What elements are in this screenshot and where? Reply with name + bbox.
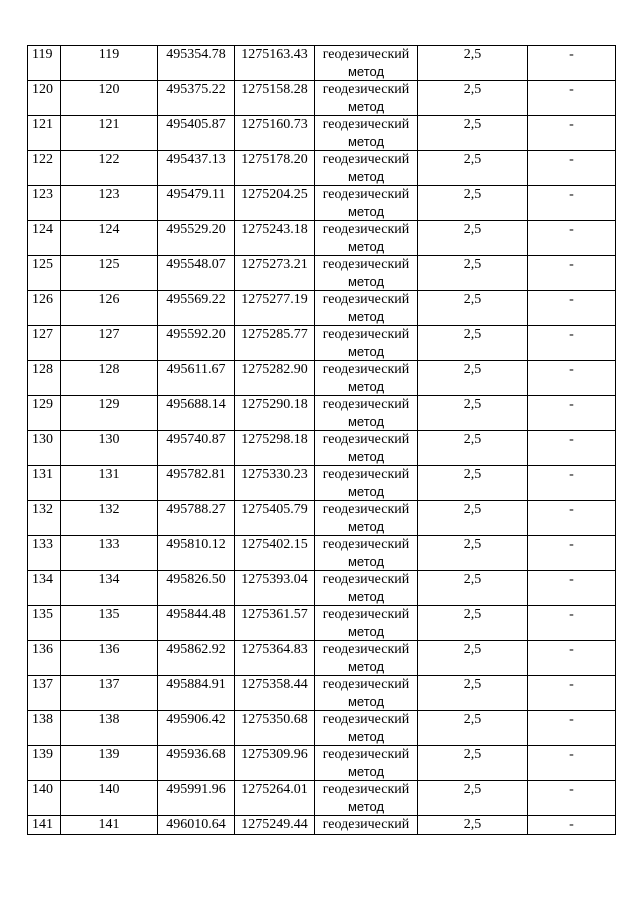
- cell-method: [315, 606, 418, 641]
- cell-method: [315, 466, 418, 501]
- cell-coordinate-y: 1275358.44: [235, 676, 315, 711]
- method-line-2: метод: [347, 764, 385, 779]
- cell-accuracy: 2,5: [418, 221, 528, 256]
- table-row: [28, 256, 616, 291]
- method-line-2: метод: [347, 729, 385, 744]
- method-line-2: метод: [347, 379, 385, 394]
- cell-accuracy: 2,5: [418, 816, 528, 835]
- cell-coordinate-y: 1275160.73: [235, 116, 315, 151]
- cell-row-number: 121: [28, 116, 61, 151]
- cell-accuracy: 2,5: [418, 676, 528, 711]
- cell-coordinate-x: 495405.87: [158, 116, 235, 151]
- cell-coordinate-x: 495782.81: [158, 466, 235, 501]
- table-row: [28, 116, 616, 151]
- cell-accuracy: 2,5: [418, 361, 528, 396]
- cell-note: -: [528, 81, 616, 116]
- cell-note: -: [528, 571, 616, 606]
- cell-point-id: 133: [61, 536, 158, 571]
- cell-note: -: [528, 361, 616, 396]
- cell-point-id: 141: [61, 816, 158, 835]
- cell-note: -: [528, 641, 616, 676]
- cell-accuracy: 2,5: [418, 431, 528, 466]
- method-line-1: геодезический: [322, 712, 410, 727]
- cell-point-id: 132: [61, 501, 158, 536]
- method-line-2: метод: [347, 309, 385, 324]
- cell-note: -: [528, 116, 616, 151]
- method-line-1: геодезический: [322, 502, 410, 517]
- cell-coordinate-x: 495788.27: [158, 501, 235, 536]
- method-line-2: метод: [347, 449, 385, 464]
- table-row: [28, 46, 616, 81]
- cell-row-number: 125: [28, 256, 61, 291]
- cell-method: [315, 221, 418, 256]
- table-row: [28, 326, 616, 361]
- cell-coordinate-x: 495548.07: [158, 256, 235, 291]
- cell-coordinate-x: 495354.78: [158, 46, 235, 81]
- cell-point-id: 137: [61, 676, 158, 711]
- cell-note: -: [528, 46, 616, 81]
- cell-note: -: [528, 396, 616, 431]
- method-line-1: геодезический: [322, 152, 410, 167]
- cell-row-number: 134: [28, 571, 61, 606]
- cell-row-number: 140: [28, 781, 61, 816]
- cell-row-number: 126: [28, 291, 61, 326]
- cell-method: [315, 46, 418, 81]
- cell-accuracy: 2,5: [418, 256, 528, 291]
- cell-note: -: [528, 291, 616, 326]
- method-line-1: геодезический: [322, 782, 410, 797]
- cell-row-number: 124: [28, 221, 61, 256]
- cell-row-number: 138: [28, 711, 61, 746]
- cell-method: [315, 151, 418, 186]
- cell-point-id: 134: [61, 571, 158, 606]
- table-row: [28, 396, 616, 431]
- method-line-2: метод: [347, 554, 385, 569]
- cell-coordinate-y: 1275249.44: [235, 816, 315, 835]
- cell-coordinate-y: 1275364.83: [235, 641, 315, 676]
- table-row: [28, 536, 616, 571]
- cell-method: [315, 501, 418, 536]
- cell-note: -: [528, 711, 616, 746]
- cell-row-number: 137: [28, 676, 61, 711]
- method-line-2: метод: [347, 484, 385, 499]
- cell-row-number: 139: [28, 746, 61, 781]
- cell-coordinate-y: 1275285.77: [235, 326, 315, 361]
- cell-coordinate-y: 1275273.21: [235, 256, 315, 291]
- cell-coordinate-y: 1275163.43: [235, 46, 315, 81]
- cell-coordinate-y: 1275243.18: [235, 221, 315, 256]
- method-line-1: геодезический: [322, 362, 410, 377]
- cell-method: [315, 676, 418, 711]
- cell-coordinate-x: 495810.12: [158, 536, 235, 571]
- method-line-2: метод: [347, 99, 385, 114]
- cell-coordinate-x: 495936.68: [158, 746, 235, 781]
- method-line-2: метод: [347, 134, 385, 149]
- cell-row-number: 135: [28, 606, 61, 641]
- cell-accuracy: 2,5: [418, 641, 528, 676]
- method-line-1: геодезический: [322, 747, 410, 762]
- table-row: [28, 431, 616, 466]
- cell-point-id: 129: [61, 396, 158, 431]
- cell-point-id: 135: [61, 606, 158, 641]
- method-line-1: геодезический: [322, 257, 410, 272]
- cell-note: -: [528, 431, 616, 466]
- cell-row-number: 131: [28, 466, 61, 501]
- method-line-2: метод: [347, 169, 385, 184]
- cell-coordinate-y: 1275361.57: [235, 606, 315, 641]
- cell-accuracy: 2,5: [418, 466, 528, 501]
- method-line-2: метод: [347, 624, 385, 639]
- cell-method: [315, 816, 418, 835]
- cell-note: -: [528, 606, 616, 641]
- cell-accuracy: 2,5: [418, 711, 528, 746]
- method-line-1: геодезический: [322, 82, 410, 97]
- method-line-1: геодезический: [322, 117, 410, 132]
- cell-point-id: 122: [61, 151, 158, 186]
- cell-row-number: 133: [28, 536, 61, 571]
- cell-method: [315, 431, 418, 466]
- cell-coordinate-y: 1275350.68: [235, 711, 315, 746]
- cell-row-number: 127: [28, 326, 61, 361]
- method-line-1: геодезический: [322, 677, 410, 692]
- method-line-1: геодезический: [322, 467, 410, 482]
- cell-coordinate-y: 1275298.18: [235, 431, 315, 466]
- coordinates-table-body: [28, 46, 616, 835]
- cell-accuracy: 2,5: [418, 606, 528, 641]
- cell-accuracy: 2,5: [418, 746, 528, 781]
- cell-coordinate-y: 1275264.01: [235, 781, 315, 816]
- cell-coordinate-x: 495529.20: [158, 221, 235, 256]
- cell-note: -: [528, 221, 616, 256]
- cell-method: [315, 361, 418, 396]
- cell-coordinate-y: 1275405.79: [235, 501, 315, 536]
- cell-point-id: 139: [61, 746, 158, 781]
- cell-note: -: [528, 256, 616, 291]
- cell-method: [315, 186, 418, 221]
- cell-method: [315, 711, 418, 746]
- cell-method: [315, 291, 418, 326]
- cell-note: -: [528, 676, 616, 711]
- cell-accuracy: 2,5: [418, 501, 528, 536]
- method-line-1: геодезический: [322, 537, 410, 552]
- cell-coordinate-x: 495437.13: [158, 151, 235, 186]
- method-line-1: геодезический: [322, 572, 410, 587]
- cell-accuracy: 2,5: [418, 326, 528, 361]
- cell-accuracy: 2,5: [418, 291, 528, 326]
- cell-point-id: 138: [61, 711, 158, 746]
- cell-method: [315, 641, 418, 676]
- method-line-1: геодезический: [322, 397, 410, 412]
- cell-coordinate-y: 1275330.23: [235, 466, 315, 501]
- cell-coordinate-x: 495844.48: [158, 606, 235, 641]
- cell-point-id: 136: [61, 641, 158, 676]
- cell-row-number: 123: [28, 186, 61, 221]
- cell-point-id: 140: [61, 781, 158, 816]
- cell-accuracy: 2,5: [418, 46, 528, 81]
- cell-note: -: [528, 501, 616, 536]
- cell-coordinate-x: 495611.67: [158, 361, 235, 396]
- cell-point-id: 127: [61, 326, 158, 361]
- cell-accuracy: 2,5: [418, 151, 528, 186]
- table-row: [28, 151, 616, 186]
- cell-coordinate-y: 1275402.15: [235, 536, 315, 571]
- cell-method: [315, 256, 418, 291]
- table-row: [28, 361, 616, 396]
- table-row: [28, 676, 616, 711]
- cell-note: -: [528, 746, 616, 781]
- cell-accuracy: 2,5: [418, 396, 528, 431]
- cell-method: [315, 746, 418, 781]
- cell-row-number: 132: [28, 501, 61, 536]
- cell-method: [315, 396, 418, 431]
- cell-row-number: 119: [28, 46, 61, 81]
- cell-coordinate-x: 496010.64: [158, 816, 235, 835]
- cell-coordinate-x: 495569.22: [158, 291, 235, 326]
- table-row: [28, 711, 616, 746]
- method-line-1: геодезический: [322, 327, 410, 342]
- method-line-2: метод: [347, 64, 385, 79]
- method-line-1: геодезический: [322, 432, 410, 447]
- cell-coordinate-x: 495592.20: [158, 326, 235, 361]
- cell-coordinate-x: 495688.14: [158, 396, 235, 431]
- cell-accuracy: 2,5: [418, 116, 528, 151]
- cell-coordinate-y: 1275282.90: [235, 361, 315, 396]
- cell-coordinate-x: 495862.92: [158, 641, 235, 676]
- cell-method: [315, 81, 418, 116]
- method-line-2: метод: [347, 519, 385, 534]
- method-line-2: метод: [347, 799, 385, 814]
- cell-note: -: [528, 466, 616, 501]
- cell-coordinate-y: 1275309.96: [235, 746, 315, 781]
- cell-accuracy: 2,5: [418, 571, 528, 606]
- cell-accuracy: 2,5: [418, 186, 528, 221]
- table-row: [28, 186, 616, 221]
- coordinates-table: [27, 45, 616, 835]
- table-row: [28, 641, 616, 676]
- cell-note: -: [528, 816, 616, 835]
- cell-note: -: [528, 536, 616, 571]
- method-line-1: геодезический: [322, 817, 410, 832]
- cell-note: -: [528, 186, 616, 221]
- cell-point-id: 128: [61, 361, 158, 396]
- cell-coordinate-y: 1275277.19: [235, 291, 315, 326]
- cell-row-number: 130: [28, 431, 61, 466]
- cell-note: -: [528, 781, 616, 816]
- table-row: [28, 81, 616, 116]
- cell-point-id: 126: [61, 291, 158, 326]
- cell-row-number: 122: [28, 151, 61, 186]
- cell-coordinate-y: 1275158.28: [235, 81, 315, 116]
- method-line-2: метод: [347, 414, 385, 429]
- cell-point-id: 120: [61, 81, 158, 116]
- cell-method: [315, 116, 418, 151]
- cell-point-id: 119: [61, 46, 158, 81]
- cell-coordinate-x: 495375.22: [158, 81, 235, 116]
- cell-row-number: 129: [28, 396, 61, 431]
- table-row: [28, 781, 616, 816]
- method-line-1: геодезический: [322, 607, 410, 622]
- method-line-2: метод: [347, 274, 385, 289]
- table-row: [28, 816, 616, 835]
- method-line-2: метод: [347, 589, 385, 604]
- cell-coordinate-y: 1275290.18: [235, 396, 315, 431]
- cell-coordinate-x: 495991.96: [158, 781, 235, 816]
- cell-method: [315, 536, 418, 571]
- table-row: [28, 291, 616, 326]
- cell-point-id: 131: [61, 466, 158, 501]
- cell-accuracy: 2,5: [418, 81, 528, 116]
- method-line-1: геодезический: [322, 292, 410, 307]
- table-row: [28, 746, 616, 781]
- method-line-2: метод: [347, 694, 385, 709]
- cell-coordinate-x: 495906.42: [158, 711, 235, 746]
- cell-row-number: 141: [28, 816, 61, 835]
- cell-note: -: [528, 151, 616, 186]
- table-row: [28, 571, 616, 606]
- cell-method: [315, 326, 418, 361]
- table-row: [28, 466, 616, 501]
- cell-method: [315, 781, 418, 816]
- cell-point-id: 125: [61, 256, 158, 291]
- table-row: [28, 501, 616, 536]
- cell-note: -: [528, 326, 616, 361]
- method-line-1: геодезический: [322, 642, 410, 657]
- method-line-1: геодезический: [322, 187, 410, 202]
- method-line-1: геодезический: [322, 47, 410, 62]
- method-line-2: метод: [347, 239, 385, 254]
- cell-coordinate-x: 495479.11: [158, 186, 235, 221]
- cell-coordinate-x: 495740.87: [158, 431, 235, 466]
- method-line-2: метод: [347, 344, 385, 359]
- cell-row-number: 128: [28, 361, 61, 396]
- table-row: [28, 221, 616, 256]
- method-line-2: метод: [347, 204, 385, 219]
- cell-point-id: 130: [61, 431, 158, 466]
- cell-point-id: 121: [61, 116, 158, 151]
- method-line-2: метод: [347, 659, 385, 674]
- cell-coordinate-y: 1275178.20: [235, 151, 315, 186]
- method-line-1: геодезический: [322, 222, 410, 237]
- cell-coordinate-x: 495826.50: [158, 571, 235, 606]
- table-row: [28, 606, 616, 641]
- cell-point-id: 123: [61, 186, 158, 221]
- cell-row-number: 120: [28, 81, 61, 116]
- cell-method: [315, 571, 418, 606]
- cell-coordinate-x: 495884.91: [158, 676, 235, 711]
- cell-coordinate-y: 1275393.04: [235, 571, 315, 606]
- cell-accuracy: 2,5: [418, 781, 528, 816]
- cell-point-id: 124: [61, 221, 158, 256]
- cell-accuracy: 2,5: [418, 536, 528, 571]
- cell-coordinate-y: 1275204.25: [235, 186, 315, 221]
- cell-row-number: 136: [28, 641, 61, 676]
